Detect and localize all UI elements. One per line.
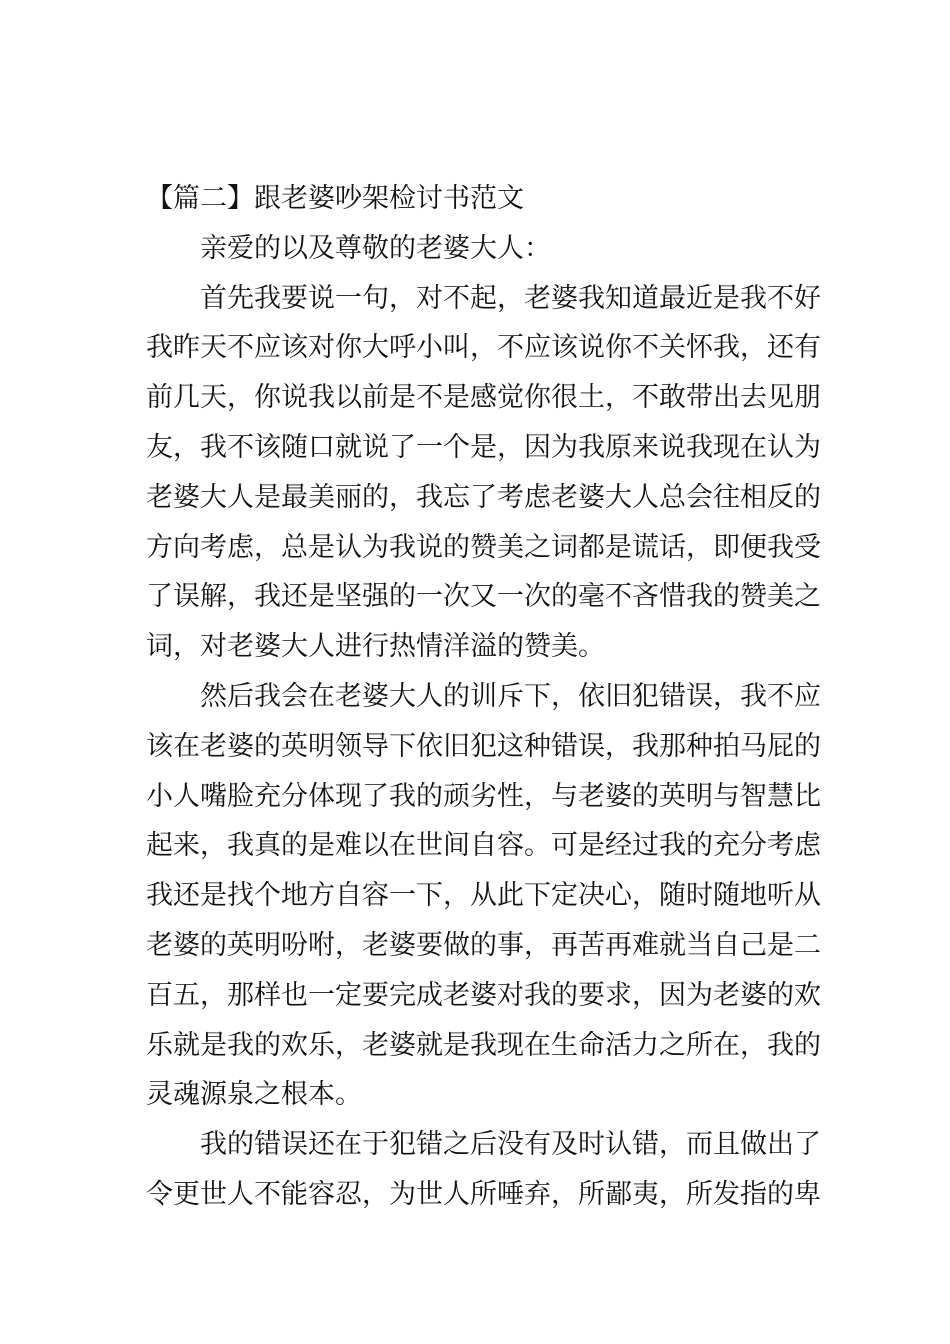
text-line: 了误解，我还是坚强的一次又一次的毫不吝惜我的赞美之 — [146, 581, 821, 613]
salutation: 亲爱的以及尊敬的老婆大人： — [200, 232, 551, 264]
document-heading: 【篇二】跟老婆吵架检讨书范文 — [146, 183, 524, 214]
paragraph-3 — [146, 1120, 821, 1220]
text-line: 友，我不该随口就说了一个是，因为我原来说我现在认为 — [146, 431, 821, 463]
text-line: 灵魂源泉之根本。 — [146, 1079, 362, 1111]
text-line: 小人嘴脸充分体现了我的顽劣性，与老婆的英明与智慧比 — [146, 780, 821, 812]
text-line: 令更世人不能容忍，为世人所唾弃，所鄙夷，所发指的卑 — [146, 1178, 821, 1210]
text-line: 我还是找个地方自容一下，从此下定决心，随时随地听从 — [146, 880, 821, 912]
text-line: 老婆大人是最美丽的，我忘了考虑老婆大人总会往相反的 — [146, 481, 821, 513]
text-line: 我的错误还在于犯错之后没有及时认错，而且做出了 — [200, 1129, 821, 1161]
text-line: 首先我要说一句，对不起，老婆我知道最近是我不好 — [200, 282, 821, 314]
text-line: 百五，那样也一定要完成老婆对我的要求，因为老婆的欢 — [146, 979, 821, 1011]
text-line: 然后我会在老婆大人的训斥下，依旧犯错误，我不应 — [200, 680, 821, 712]
document-body — [146, 174, 821, 1220]
text-line: 前几天，你说我以前是不是感觉你很土，不敢带出去见朋 — [146, 382, 821, 414]
text-line: 老婆的英明吩咐，老婆要做的事，再苦再难就当自己是二 — [146, 929, 821, 961]
paragraph-1 — [146, 274, 821, 672]
text-line: 我昨天不应该对你大呼小叫，不应该说你不关怀我，还有 — [146, 332, 821, 364]
paragraph-2 — [146, 672, 821, 1120]
text-line: 起来，我真的是难以在世间自容。可是经过我的充分考虑 — [146, 830, 821, 862]
text-line: 该在老婆的英明领导下依旧犯这种错误，我那种拍马屁的 — [146, 730, 821, 762]
text-line: 方向考虑，总是认为我说的赞美之词都是谎话，即便我受 — [146, 531, 821, 563]
text-line: 词，对老婆大人进行热情洋溢的赞美。 — [146, 631, 605, 663]
text-line: 乐就是我的欢乐，老婆就是我现在生命活力之所在，我的 — [146, 1029, 821, 1061]
